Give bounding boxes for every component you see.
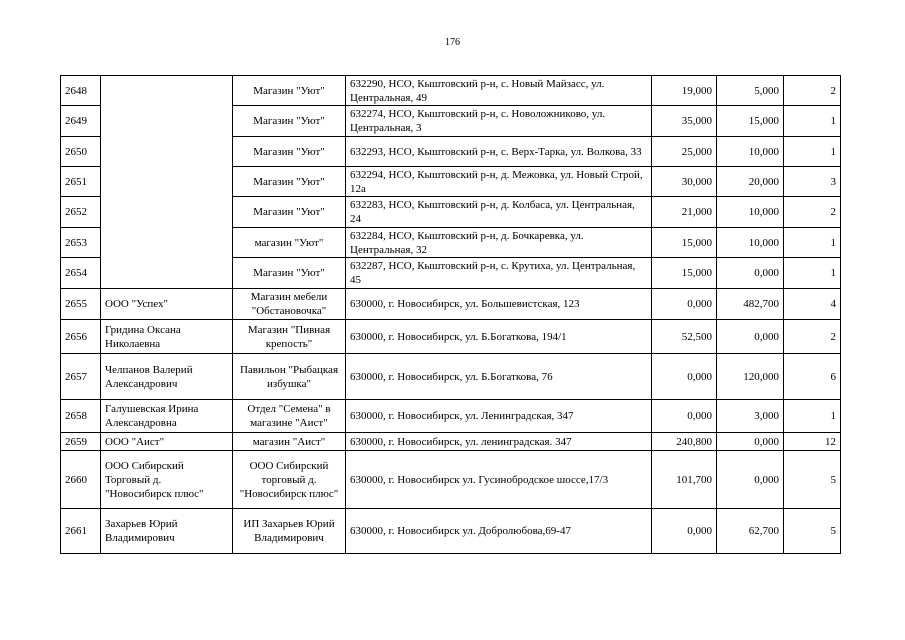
count-cell: 1 [784,400,841,433]
value-2-cell: 0,000 [717,451,784,509]
value-2-cell: 10,000 [717,137,784,167]
address-cell: 630000, г. Новосибирск ул. Гусинобродское шоссе,17/3 [346,451,652,509]
store-name-cell: Отдел "Семена" в магазине "Аист" [233,400,346,433]
value-2-cell: 0,000 [717,320,784,354]
row-number-cell: 2653 [61,228,101,258]
address-cell: 630000, г. Новосибирск, ул. Ленинградская, 347 [346,400,652,433]
value-1-cell: 19,000 [652,76,717,106]
value-1-cell: 0,000 [652,354,717,400]
table-row [61,354,841,400]
owner-cell: ООО "Аист" [101,433,233,451]
table-row [61,509,841,554]
address-cell: 630000, г. Новосибирск, ул. Б.Богаткова, 194/1 [346,320,652,354]
value-1-cell: 101,700 [652,451,717,509]
address-cell: 630000, г. Новосибирск, ул. Б.Богаткова, 76 [346,354,652,400]
table-row [61,289,841,320]
row-number-cell: 2659 [61,433,101,451]
value-2-cell: 0,000 [717,258,784,289]
count-cell: 2 [784,76,841,106]
address-cell: 632274, НСО, Кыштовский р-н, с. Новоложниково, ул. Центральная, 3 [346,106,652,137]
row-number-cell: 2651 [61,167,101,197]
address-cell: 630000, г. Новосибирск, ул. Большевистская, 123 [346,289,652,320]
count-cell: 1 [784,137,841,167]
row-number-cell: 2650 [61,137,101,167]
value-2-cell: 10,000 [717,228,784,258]
registry-table [60,75,841,554]
owner-cell: Челпанов Валерий Александрович [101,354,233,400]
store-name-cell: Павильон "Рыбацкая избушка" [233,354,346,400]
value-1-cell: 30,000 [652,167,717,197]
count-cell: 2 [784,197,841,228]
owner-cell: Гридина Оксана Николаевна [101,320,233,354]
value-1-cell: 15,000 [652,228,717,258]
value-1-cell: 25,000 [652,137,717,167]
table-row [61,400,841,433]
count-cell: 12 [784,433,841,451]
address-cell: 632287, НСО, Кыштовский р-н, с. Крутиха, ул. Центральная, 45 [346,258,652,289]
store-name-cell: Магазин "Уют" [233,76,346,106]
store-name-cell: ООО Сибирский торговый д. "Новосибирск плюс" [233,451,346,509]
count-cell: 1 [784,258,841,289]
store-name-cell: Магазин мебели "Обстановочка" [233,289,346,320]
value-2-cell: 482,700 [717,289,784,320]
row-number-cell: 2654 [61,258,101,289]
address-cell: 632284, НСО, Кыштовский р-н, д. Бочкаревка, ул. Центральная, 32 [346,228,652,258]
store-name-cell: Магазин "Уют" [233,258,346,289]
count-cell: 1 [784,106,841,137]
address-cell: 632294, НСО, Кыштовский р-н, д. Межовка, ул. Новый Строй, 12а [346,167,652,197]
store-name-cell: Магазин "Уют" [233,137,346,167]
count-cell: 1 [784,228,841,258]
value-2-cell: 0,000 [717,433,784,451]
count-cell: 2 [784,320,841,354]
value-1-cell: 35,000 [652,106,717,137]
owner-cell [101,76,233,289]
value-1-cell: 0,000 [652,289,717,320]
address-cell: 632293, НСО, Кыштовский р-н, с. Верх-Тарка, ул. Волкова, 33 [346,137,652,167]
row-number-cell: 2657 [61,354,101,400]
address-cell: 632283, НСО, Кыштовский р-н, д. Колбаса, ул. Центральная, 24 [346,197,652,228]
value-1-cell: 15,000 [652,258,717,289]
store-name-cell: Магазин "Уют" [233,197,346,228]
count-cell: 5 [784,509,841,554]
owner-cell: Галушевская Ирина Александровна [101,400,233,433]
row-number-cell: 2656 [61,320,101,354]
store-name-cell: Магазин "Уют" [233,167,346,197]
value-2-cell: 62,700 [717,509,784,554]
value-2-cell: 15,000 [717,106,784,137]
value-1-cell: 52,500 [652,320,717,354]
store-name-cell: ИП Захарьев Юрий Владимирович [233,509,346,554]
row-number-cell: 2655 [61,289,101,320]
table-row [61,451,841,509]
table-row [61,320,841,354]
table-row [61,76,841,106]
value-1-cell: 240,800 [652,433,717,451]
row-number-cell: 2652 [61,197,101,228]
value-2-cell: 10,000 [717,197,784,228]
table-row [61,433,841,451]
value-1-cell: 21,000 [652,197,717,228]
value-2-cell: 120,000 [717,354,784,400]
page-number: 176 [445,37,460,48]
row-number-cell: 2649 [61,106,101,137]
store-name-cell: Магазин "Пивная крепость" [233,320,346,354]
owner-cell: Захарьев Юрий Владимирович [101,509,233,554]
value-2-cell: 20,000 [717,167,784,197]
row-number-cell: 2648 [61,76,101,106]
row-number-cell: 2660 [61,451,101,509]
owner-cell: ООО "Успех" [101,289,233,320]
count-cell: 3 [784,167,841,197]
value-2-cell: 3,000 [717,400,784,433]
address-cell: 630000, г. Новосибирск, ул. ленинградская. 347 [346,433,652,451]
address-cell: 632290, НСО, Кыштовский р-н, с. Новый Майзасс, ул. Центральная, 49 [346,76,652,106]
owner-cell: ООО Сибирский Торговый д. "Новосибирск плюс" [101,451,233,509]
store-name-cell: магазин "Аист" [233,433,346,451]
count-cell: 5 [784,451,841,509]
address-cell: 630000, г. Новосибирск ул. Добролюбова,69-47 [346,509,652,554]
store-name-cell: магазин "Уют" [233,228,346,258]
value-1-cell: 0,000 [652,509,717,554]
count-cell: 6 [784,354,841,400]
store-name-cell: Магазин "Уют" [233,106,346,137]
value-2-cell: 5,000 [717,76,784,106]
row-number-cell: 2658 [61,400,101,433]
row-number-cell: 2661 [61,509,101,554]
value-1-cell: 0,000 [652,400,717,433]
registry-body [61,76,841,554]
count-cell: 4 [784,289,841,320]
